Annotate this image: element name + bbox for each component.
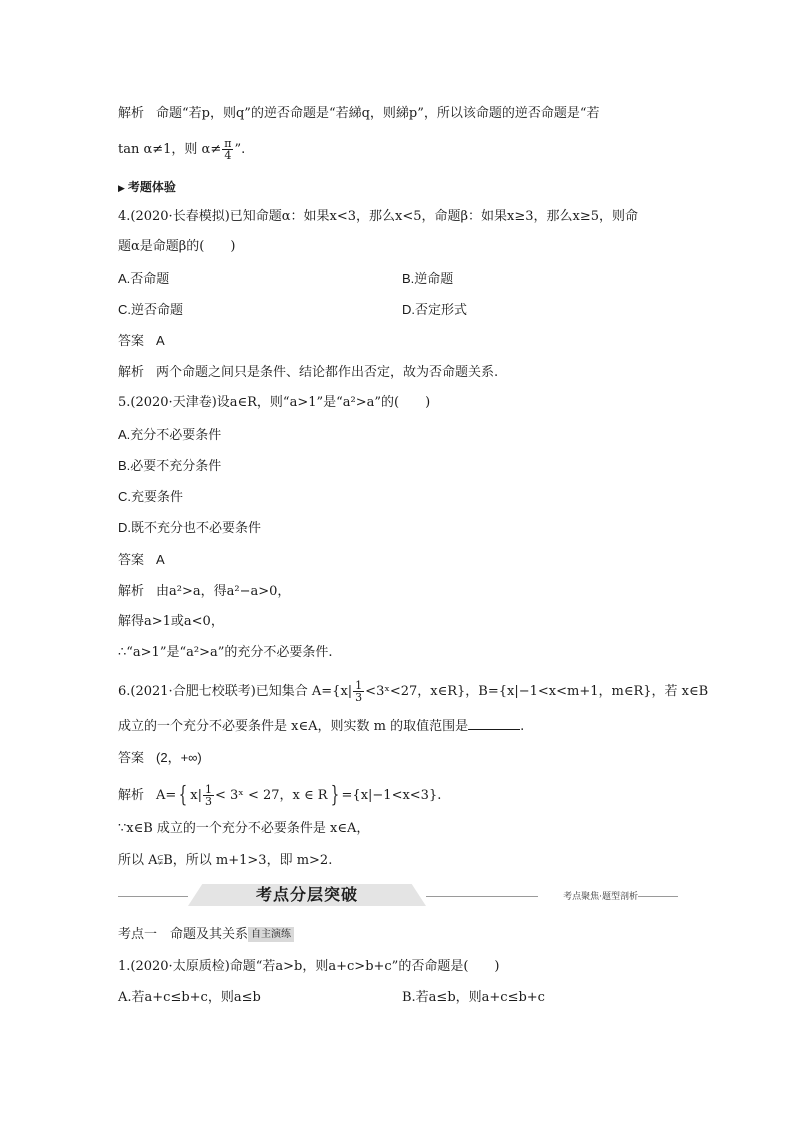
q6-text-post: <3ˣ<27，x∈R}，B={x|−1<x<m+1，m∈R}，若 x∈B: [365, 684, 709, 699]
q5-option-c: C.充要条件: [118, 489, 184, 504]
q1-text: 1.(2020·太原质检)命题“若a>b，则a+c>b+c”的否命题是( ): [118, 959, 500, 974]
answer-blank: [468, 717, 520, 730]
q6-analysis-line-1: [118, 784, 441, 807]
q5-text: 5.(2020·天津卷)设a∈R，则“a>1”是“a²>a”的( ): [118, 395, 431, 410]
answer-label: 答案: [118, 552, 145, 567]
q5-answer-value: A: [156, 552, 165, 567]
q5-option-a: A.充分不必要条件: [118, 427, 222, 442]
q6-text-2: 成立的一个充分不必要条件是 x∈A，则实数 m 的取值范围是: [118, 719, 469, 734]
q5-analysis-1: 由a²>a，得a²−a>0，: [156, 584, 291, 599]
banner-rule-middle: [426, 896, 538, 897]
q6-text-2-end: .: [520, 719, 525, 734]
intro-line2-pre: tan α≠1，则 α≠: [118, 142, 222, 157]
topic-1-heading: [118, 925, 294, 943]
fraction-numerator: 1: [205, 783, 213, 796]
intro-line2-post: ”.: [234, 142, 246, 157]
q5-analysis-line-3: ∴“a>1”是“a²>a”的充分不必要条件.: [118, 645, 333, 660]
q6-answer: [118, 749, 202, 767]
q6-analysis-set-pre: x|: [190, 788, 203, 803]
answer-label: 答案: [118, 333, 145, 348]
q5-option-b: B.必要不充分条件: [118, 458, 222, 473]
q6-analysis-pre: A=: [156, 788, 177, 803]
q6-text-line-2: [118, 717, 524, 736]
analysis-label: 解析: [118, 105, 145, 120]
banner-title: 考点分层突破: [255, 885, 358, 904]
section-banner: [118, 884, 678, 908]
q6-text-pre: 6.(2021·合肥七校联考)已知集合 A={x|: [118, 684, 353, 699]
q6-text-line-1: [118, 680, 708, 703]
q4-option-a: A.否命题: [118, 271, 170, 286]
q4-text-line-1: 4.(2020·长春模拟)已知命题α：如果x<3，那么x<5，命题β：如果x≥3，那么x≥5，则命: [118, 209, 639, 224]
one-third-fraction: [353, 680, 364, 703]
q4-analysis-text: 两个命题之间只是条件、结论都作出否定，故为否命题关系.: [156, 365, 499, 380]
fraction-denominator: 4: [224, 149, 232, 162]
q5-analysis-line-1: [118, 582, 290, 601]
q6-answer-value: (2，+∞): [156, 750, 202, 765]
section-heading: [118, 178, 176, 197]
q4-analysis: [118, 363, 498, 382]
fraction-numerator: 1: [355, 679, 363, 692]
q6-analysis-line-3: 所以 A⫋B，所以 m+1>3，即 m>2.: [118, 853, 333, 868]
q4-text-line-2: 题α是命题β的( ): [118, 239, 236, 254]
q4-option-b: B.逆命题: [402, 271, 454, 286]
triangle-bullet-icon: ▶: [118, 183, 125, 193]
q6-analysis-post: ={x|−1<x<3}.: [341, 788, 442, 803]
q4-answer-value: A: [156, 333, 165, 348]
topic-tag: 自主演练: [248, 927, 294, 942]
pi-over-4-fraction: [222, 138, 233, 161]
q6-analysis-line-2: ∵x∈B 成立的一个充分不必要条件是 x∈A，: [118, 821, 370, 836]
q5-answer: [118, 551, 165, 569]
intro-analysis-line-2: [118, 138, 245, 161]
q6-analysis-set-post: < 3ˣ < 27，x ∈ R: [215, 788, 328, 803]
q4-option-d: D.否定形式: [402, 302, 468, 317]
q4-option-c: C.逆否命题: [118, 302, 184, 317]
q4-answer: [118, 332, 165, 350]
q5-option-d: D.既不充分也不必要条件: [118, 520, 262, 535]
analysis-label: 解析: [118, 364, 145, 379]
fraction-numerator: π: [224, 137, 232, 150]
section-heading-text: 考题体验: [127, 180, 176, 194]
q1-option-a: A.若a+c≤b+c，则a≤b: [118, 990, 261, 1005]
left-brace: {: [179, 782, 188, 808]
intro-analysis-text: 命题“若p，则q”的逆否命题是“若綈q，则綈p”，所以该命题的逆否命题是“若: [156, 106, 600, 121]
analysis-label: 解析: [118, 583, 145, 598]
one-third-fraction: [203, 784, 214, 807]
right-brace: }: [330, 782, 339, 808]
answer-label: 答案: [118, 750, 145, 765]
banner-right-text: 考点聚焦·题型剖析: [563, 892, 638, 902]
q1-option-b: B.若a≤b，则a+c≤b+c: [402, 990, 545, 1005]
analysis-label: 解析: [118, 787, 145, 802]
fraction-denominator: 3: [355, 691, 363, 704]
topic-1-title: 考点一 命题及其关系: [118, 926, 249, 941]
fraction-denominator: 3: [205, 795, 213, 808]
intro-analysis-line-1: [118, 104, 600, 123]
banner-rule-left: [118, 896, 188, 897]
q5-analysis-line-2: 解得a>1或a<0，: [118, 614, 224, 629]
banner-rule-right: [638, 896, 678, 897]
